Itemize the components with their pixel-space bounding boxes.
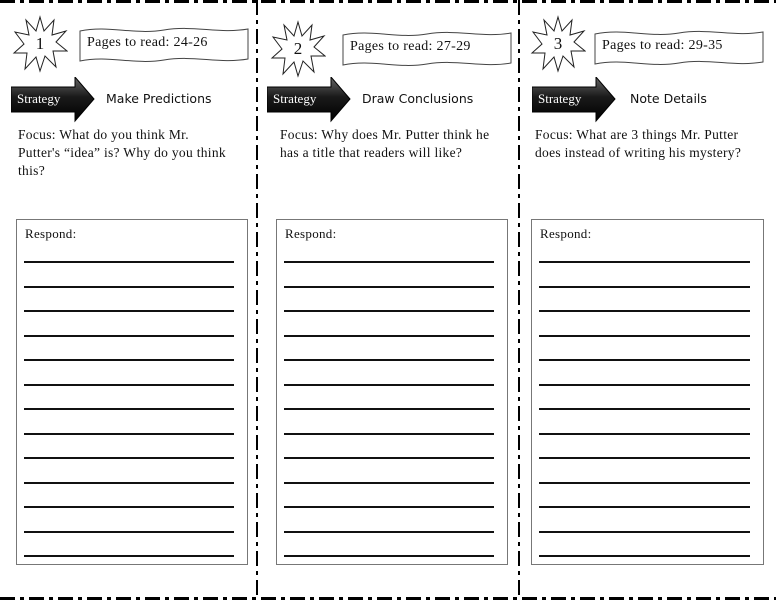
writing-line — [284, 433, 494, 435]
focus-question: Focus: What do you think Mr. Putter's “idea” is? Why do you think this? — [18, 127, 226, 178]
pages-to-read: Pages to read: 29-35 — [602, 38, 723, 53]
writing-line — [24, 261, 234, 263]
focus-question: Focus: What are 3 things Mr. Putter does instead of writing his mystery? — [535, 127, 742, 160]
writing-line — [539, 482, 750, 484]
starburst-icon — [270, 20, 326, 78]
writing-line — [24, 482, 234, 484]
step-number: 3 — [553, 34, 563, 53]
respond-label: Respond: — [540, 226, 592, 241]
writing-line — [539, 384, 750, 386]
writing-line — [24, 359, 234, 361]
writing-line — [284, 408, 494, 410]
writing-line — [284, 310, 494, 312]
writing-line — [284, 506, 494, 508]
writing-line — [284, 555, 494, 557]
writing-line — [539, 359, 750, 361]
writing-line — [539, 555, 750, 557]
writing-line — [539, 457, 750, 459]
writing-line — [24, 506, 234, 508]
writing-line — [284, 457, 494, 459]
panel-3 — [520, 0, 776, 600]
starburst-icon — [12, 15, 68, 73]
respond-box — [531, 219, 764, 565]
writing-line — [539, 531, 750, 533]
writing-line — [24, 457, 234, 459]
panel-1 — [0, 0, 256, 600]
writing-line — [539, 408, 750, 410]
writing-line — [284, 482, 494, 484]
strategy-arrow-icon — [532, 77, 616, 123]
focus-question: Focus: Why does Mr. Putter think he has a title that readers will like? — [280, 127, 490, 160]
respond-box — [276, 219, 508, 565]
writing-line — [24, 531, 234, 533]
pages-to-read: Pages to read: 24-26 — [87, 35, 208, 50]
respond-label: Respond: — [25, 226, 77, 241]
respond-label: Respond: — [285, 226, 337, 241]
strategy-label: Strategy — [538, 91, 582, 106]
writing-line — [24, 408, 234, 410]
writing-line — [24, 384, 234, 386]
writing-line — [24, 335, 234, 337]
writing-line — [24, 310, 234, 312]
writing-line — [539, 310, 750, 312]
writing-line — [284, 286, 494, 288]
respond-box — [16, 219, 248, 565]
writing-line — [539, 261, 750, 263]
step-number: 1 — [35, 34, 45, 53]
writing-line — [539, 286, 750, 288]
strategy-name: Make Predictions — [106, 91, 212, 106]
writing-line — [539, 433, 750, 435]
writing-line — [284, 531, 494, 533]
strategy-name: Draw Conclusions — [362, 91, 474, 106]
writing-line — [284, 359, 494, 361]
pages-banner — [342, 30, 512, 68]
writing-line — [284, 384, 494, 386]
strategy-arrow-icon — [11, 77, 95, 123]
starburst-icon — [530, 15, 586, 73]
writing-line — [24, 433, 234, 435]
strategy-name: Note Details — [630, 91, 707, 106]
writing-line — [284, 335, 494, 337]
strategy-label: Strategy — [17, 91, 61, 106]
pages-to-read: Pages to read: 27-29 — [350, 39, 471, 54]
pages-banner — [594, 29, 764, 67]
writing-line — [24, 555, 234, 557]
writing-line — [539, 335, 750, 337]
panel-2 — [258, 0, 518, 600]
step-number: 2 — [293, 39, 303, 58]
writing-line — [24, 286, 234, 288]
pages-banner — [79, 26, 249, 64]
writing-line — [284, 261, 494, 263]
writing-line — [539, 506, 750, 508]
strategy-arrow-icon — [267, 77, 351, 123]
strategy-label: Strategy — [273, 91, 317, 106]
